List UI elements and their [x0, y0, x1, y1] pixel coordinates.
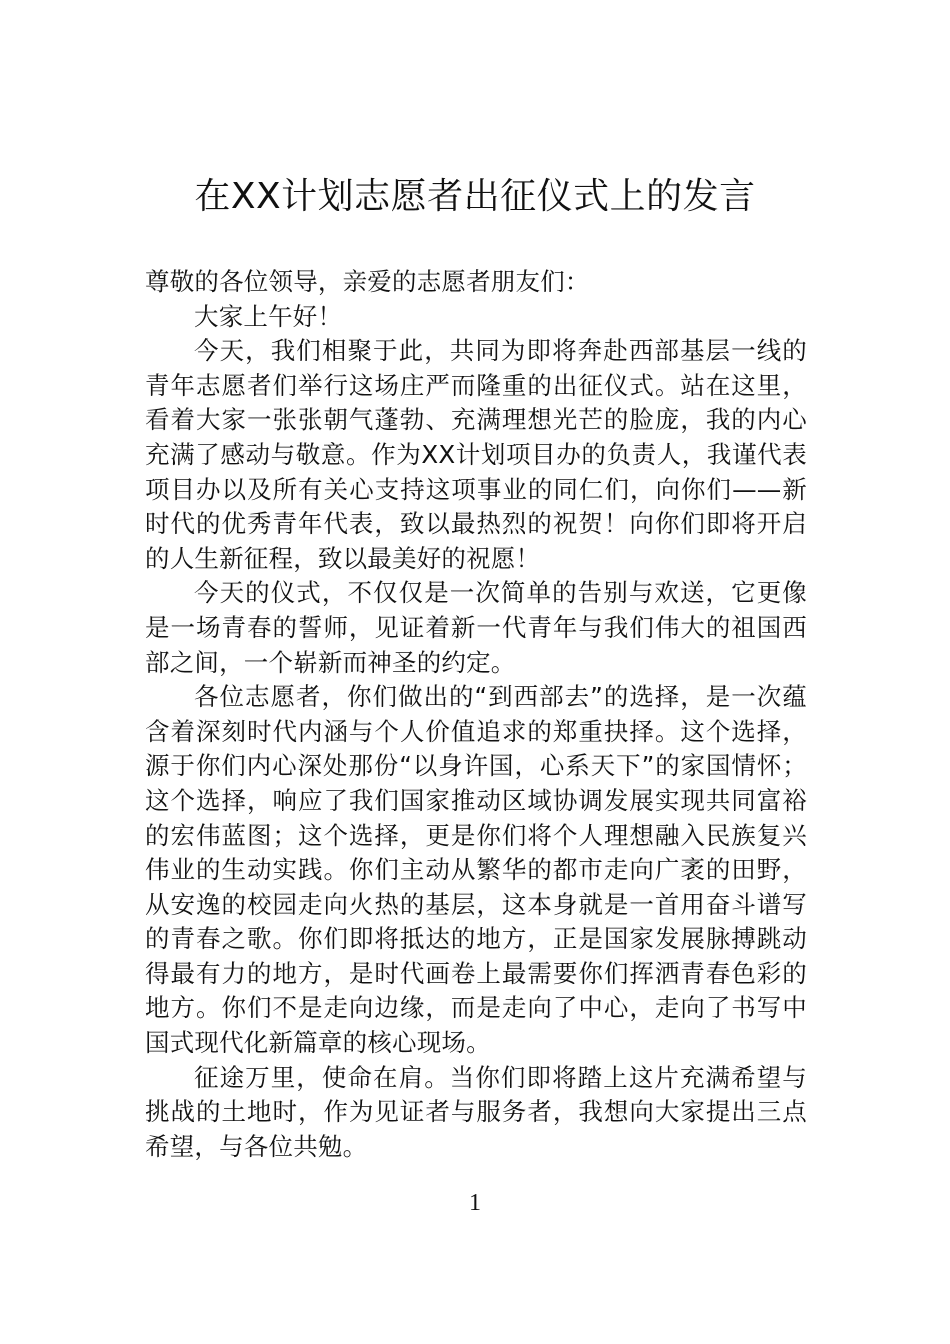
document-title: 在XX计划志愿者出征仪式上的发言 [194, 176, 756, 217]
paragraph-greeting: 大家上午好！ [194, 301, 343, 331]
salutation: 尊敬的各位领导，亲爱的志愿者朋友们： [145, 267, 590, 296]
paragraph-ceremony: 今天的仪式，不仅仅是一次简单的告别与欢送，它更像是一场青春的誓师，见证着新一代青年与我们伟大的祖国西部之间，一个崭新而神圣的约定。 [145, 578, 807, 677]
document-body [145, 265, 807, 1164]
paragraph-opening: 今天，我们相聚于此，共同为即将奔赴西部基层一线的青年志愿者们举行这场庄严而隆重的出征仪式。站在这里，看着大家一张张朝气蓬勃、充满理想光芒的脸庞，我的内心充满了感动与敬意。作为XX计划项目办的负责人，我谨代表项目办以及所有关心支持这项事业的同仁们，向你们——新时代的优秀青年代表，致以最热烈的祝贺！向你们即将开启的人生新征程，致以最美好的祝愿！ [145, 336, 807, 573]
paragraph-hopes: 征途万里，使命在肩。当你们即将踏上这片充满希望与挑战的土地时，作为见证者与服务者，我想向大家提出三点希望，与各位共勉。 [145, 1062, 807, 1161]
page-number: 1 [469, 1190, 481, 1216]
paragraph-choice: 各位志愿者，你们做出的“到西部去”的选择，是一次蕴含着深刻时代内涵与个人价值追求的郑重抉择。这个选择，源于你们内心深处那份“以身许国，心系天下”的家国情怀；这个选择，响应了我们国家推动区域协调发展实现共同富裕的宏伟蓝图；这个选择，更是你们将个人理想融入民族复兴伟业的生动实践。你们主动从繁华的都市走向广袤的田野，从安逸的校园走向火热的基层，这本身就是一首用奋斗谱写的青春之歌。你们即将抵达的地方，正是国家发展脉搏跳动得最有力的地方，是时代画卷上最需要你们挥洒青春色彩的地方。你们不是走向边缘，而是走向了中心，走向了书写中国式现代化新篇章的核心现场。 [145, 682, 807, 1058]
